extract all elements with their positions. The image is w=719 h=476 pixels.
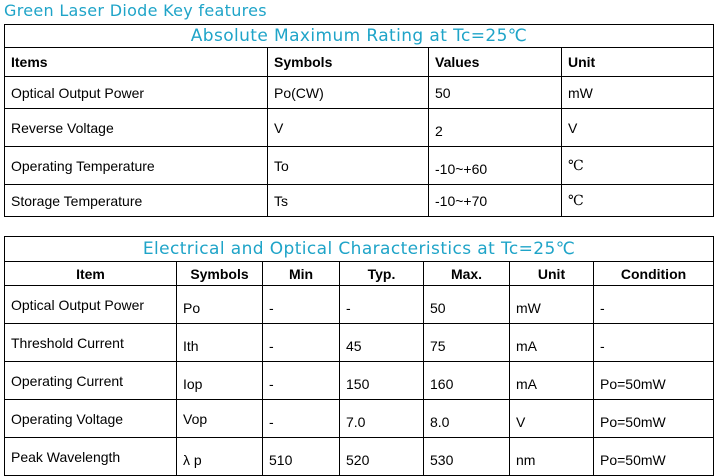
table-row: [5, 286, 714, 324]
table-cell: 7.0: [340, 400, 424, 438]
table-cell: V: [562, 109, 714, 147]
table-cell: Po=50mW: [594, 438, 714, 476]
table-cell: Optical Output Power: [5, 286, 177, 324]
table-cell: mA: [510, 362, 594, 400]
column-header: Unit: [510, 262, 594, 286]
table-cell: Operating Current: [5, 362, 177, 400]
table-cell: ℃: [562, 147, 714, 185]
column-header: Unit: [562, 48, 714, 77]
table-cell: Po(CW): [268, 77, 429, 109]
table-cell: Po: [177, 286, 263, 324]
table-cell: Ts: [268, 185, 429, 217]
table-cell: V: [510, 400, 594, 438]
table-cell: mW: [562, 77, 714, 109]
column-header: Min: [263, 262, 340, 286]
table-cell: 510: [263, 438, 340, 476]
table-caption-row: [5, 25, 714, 48]
table-cell: Ith: [177, 324, 263, 362]
table-cell: 45: [340, 324, 424, 362]
table-row: [5, 362, 714, 400]
table-cell: Po=50mW: [594, 362, 714, 400]
table-header-row: [5, 48, 714, 77]
table-cell: -: [263, 324, 340, 362]
column-header: Typ.: [340, 262, 424, 286]
column-header: Max.: [424, 262, 510, 286]
absolute-maximum-rating-table: [4, 24, 714, 217]
table-cell: Reverse Voltage: [5, 109, 268, 147]
column-header: Values: [429, 48, 562, 77]
table-cell: 50: [424, 286, 510, 324]
table-cell: 2: [429, 109, 562, 147]
table-caption: Electrical and Optical Characteristics at Tc=25℃: [5, 237, 714, 262]
table-cell: 75: [424, 324, 510, 362]
table-cell: nm: [510, 438, 594, 476]
table-cell: To: [268, 147, 429, 185]
electrical-optical-characteristics-table: [4, 236, 714, 476]
table-cell: 520: [340, 438, 424, 476]
column-header: Symbols: [268, 48, 429, 77]
table-cell: Threshold Current: [5, 324, 177, 362]
table-cell: -10~+70: [429, 185, 562, 217]
table-cell: mW: [510, 286, 594, 324]
table-cell: Po=50mW: [594, 400, 714, 438]
table-cell: 50: [429, 77, 562, 109]
column-header: Item: [5, 262, 177, 286]
table-cell: V: [268, 109, 429, 147]
table-row: [5, 109, 714, 147]
table-cell: -: [263, 362, 340, 400]
table-cell: 160: [424, 362, 510, 400]
table-cell: Peak Wavelength: [5, 438, 177, 476]
column-header: Condition: [594, 262, 714, 286]
table-cell: -: [263, 400, 340, 438]
table-cell: Operating Voltage: [5, 400, 177, 438]
table-row: [5, 77, 714, 109]
table-cell: -: [594, 324, 714, 362]
table-cell: Operating Temperature: [5, 147, 268, 185]
table-row: [5, 400, 714, 438]
table-cell: Storage Temperature: [5, 185, 268, 217]
table-cell: -10~+60: [429, 147, 562, 185]
table-row: [5, 185, 714, 217]
table-caption-row: [5, 237, 714, 262]
table-cell: 8.0: [424, 400, 510, 438]
table-header-row: [5, 262, 714, 286]
table-cell: -: [340, 286, 424, 324]
table-row: [5, 147, 714, 185]
table-cell: λ p: [177, 438, 263, 476]
table-row: [5, 324, 714, 362]
table-cell: -: [263, 286, 340, 324]
table-cell: Vop: [177, 400, 263, 438]
table-cell: 150: [340, 362, 424, 400]
table-cell: -: [594, 286, 714, 324]
column-header: Symbols: [177, 262, 263, 286]
table-cell: Iop: [177, 362, 263, 400]
table-cell: 530: [424, 438, 510, 476]
table-caption: Absolute Maximum Rating at Tc=25℃: [5, 25, 714, 48]
table-cell: mA: [510, 324, 594, 362]
table-cell: Optical Output Power: [5, 77, 268, 109]
table-cell: ℃: [562, 185, 714, 217]
page-heading: Green Laser Diode Key features: [4, 1, 267, 20]
table-row: [5, 438, 714, 476]
column-header: Items: [5, 48, 268, 77]
